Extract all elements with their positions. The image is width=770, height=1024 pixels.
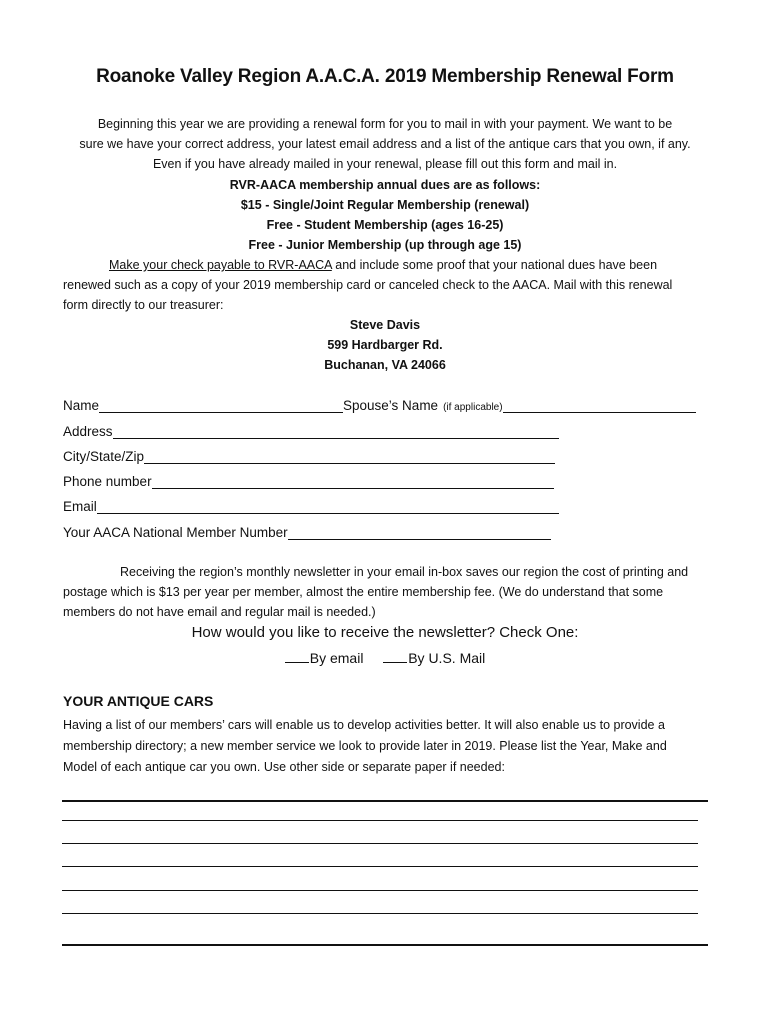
treasurer-city: Buchanan, VA 24066 (324, 358, 446, 372)
email-label: Email (63, 499, 97, 514)
car-entry-line[interactable] (62, 820, 698, 821)
member-number-row (63, 525, 551, 540)
email-field[interactable] (97, 499, 559, 514)
city-row (63, 449, 555, 464)
address-row (63, 424, 559, 439)
cars-heading: YOUR ANTIQUE CARS (63, 693, 214, 709)
spouse-note: (if applicable) (443, 402, 503, 413)
car-entry-line[interactable] (62, 890, 698, 891)
dues-item-junior: Free - Junior Membership (up through age 15) (248, 238, 522, 252)
phone-label: Phone number (63, 474, 152, 489)
email-row (63, 499, 559, 514)
spouse-label: Spouse’s Name (343, 398, 439, 413)
car-entry-line[interactable] (62, 913, 698, 914)
by-mail-label: By U.S. Mail (408, 650, 486, 666)
car-entry-line[interactable] (62, 800, 708, 802)
city-label: City/State/Zip (63, 449, 145, 464)
form-title: Roanoke Valley Region A.A.C.A. 2019 Membership Renewal Form (96, 66, 674, 87)
name-field[interactable] (99, 398, 343, 413)
check-instructions-line-2: renewed such as a copy of your 2019 membership card or canceled check to the AACA. Mail with this renewal (63, 278, 673, 292)
phone-row (63, 474, 554, 489)
intro-line-2: sure we have your correct address, your latest email address and a list of the antique cars that you own, if any. (79, 137, 691, 151)
dues-item-student: Free - Student Membership (ages 16-25) (266, 218, 504, 232)
car-entry-line[interactable] (62, 843, 698, 844)
newsletter-line-3: members do not have email and regular mail is needed.) (63, 605, 376, 619)
name-row (63, 398, 696, 413)
cars-text-line-3: Model of each antique car you own. Use other side or separate paper if needed: (63, 760, 505, 774)
dues-item-regular: $15 - Single/Joint Regular Membership (renewal) (240, 198, 530, 212)
newsletter-line-2: postage which is $13 per year per member, almost the entire membership fee. (We do understand that some (63, 585, 664, 599)
phone-field[interactable] (152, 474, 554, 489)
spouse-field[interactable] (503, 398, 696, 413)
newsletter-options (0, 648, 770, 666)
member-number-field[interactable] (288, 525, 551, 540)
member-number-label: Your AACA National Member Number (63, 525, 288, 540)
check-instructions-line-1 (109, 255, 657, 275)
treasurer-street: 599 Hardbarger Rd. (327, 338, 443, 352)
dues-heading: RVR-AACA membership annual dues are as follows: (229, 178, 541, 192)
name-label: Name (63, 398, 100, 413)
check-instructions-rest: and include some proof that your national dues have been (331, 258, 658, 272)
by-email-label: By email (309, 650, 364, 666)
newsletter-question: How would you like to receive the newsletter? Check One: (191, 624, 579, 641)
car-entry-line[interactable] (62, 866, 698, 867)
by-email-checkbox[interactable] (285, 648, 309, 663)
treasurer-name: Steve Davis (349, 318, 421, 332)
address-field[interactable] (113, 424, 559, 439)
newsletter-line-1: Receiving the region’s monthly newsletter in your email in-box saves our region the cost of printing and (120, 565, 689, 579)
intro-line-1: Beginning this year we are providing a renewal form for you to mail in with your payment. We want to be (97, 117, 673, 131)
city-field[interactable] (144, 449, 555, 464)
by-mail-checkbox[interactable] (383, 648, 407, 663)
cars-text-line-1: Having a list of our members’ cars will enable us to develop activities better. It will also enable us to provide a (63, 718, 665, 732)
address-label: Address (63, 424, 113, 439)
check-payable-text: Make your check payable to RVR-AACA (109, 258, 332, 272)
check-instructions-line-3: form directly to our treasurer: (63, 298, 224, 312)
car-entry-line[interactable] (62, 944, 708, 946)
intro-line-3: Even if you have already mailed in your renewal, please fill out this form and mail in. (152, 157, 618, 171)
cars-text-line-2: membership directory; a new member service we look to provide later in 2019. Please list the Year, Make and (63, 739, 667, 753)
